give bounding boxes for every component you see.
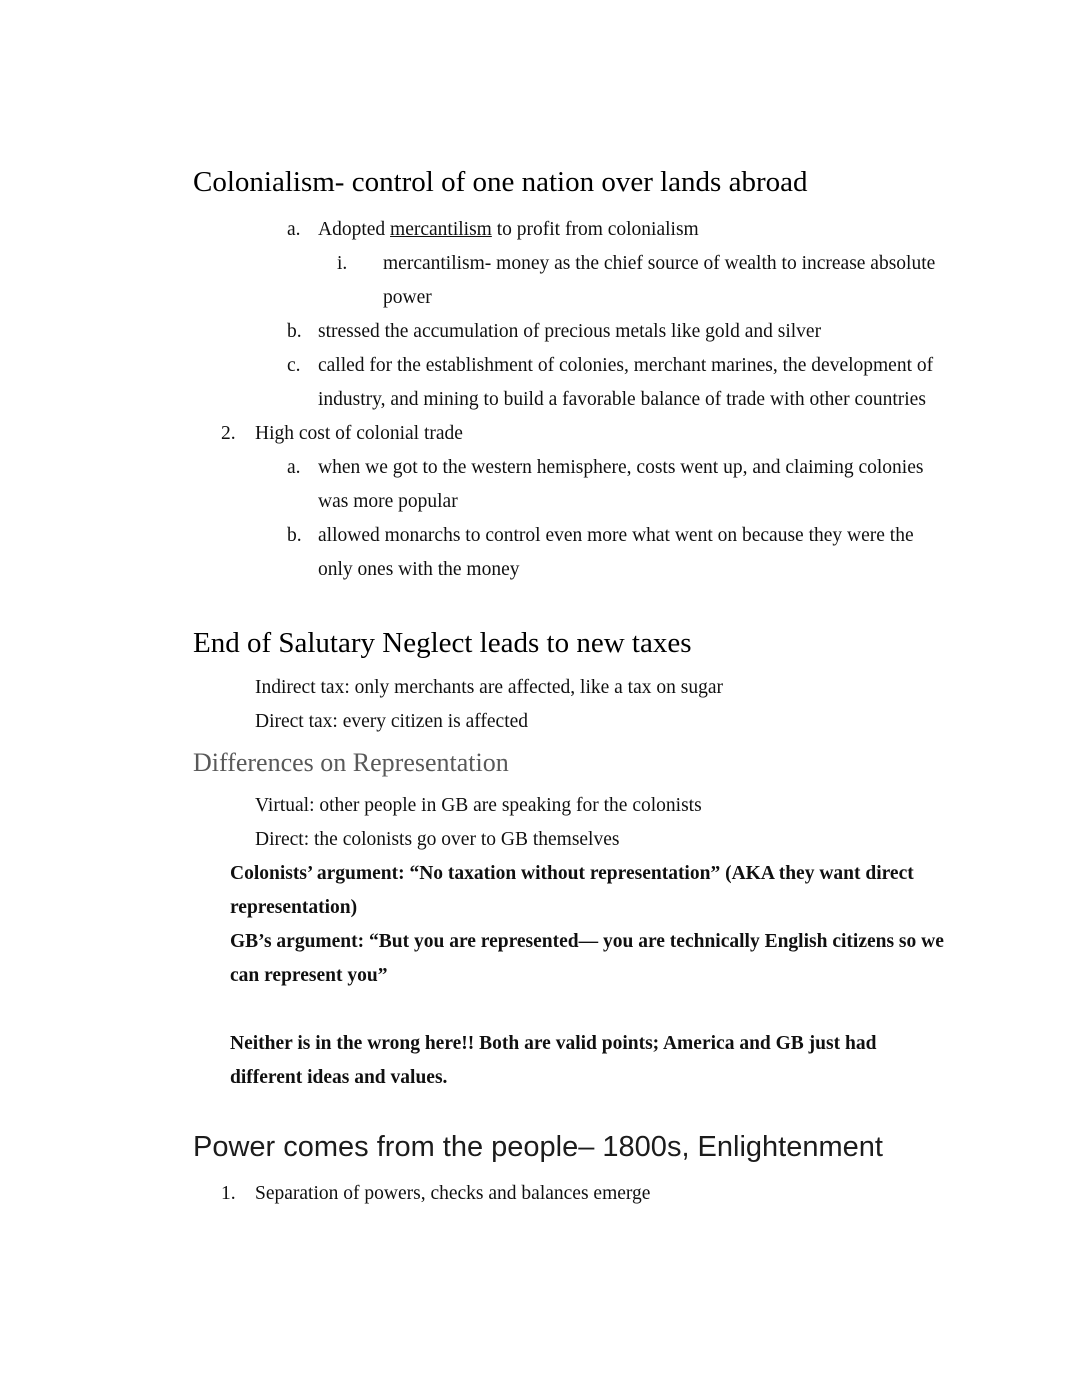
text-segment: Adopted: [318, 219, 391, 240]
paragraph-direct-representation: Direct: the colonists go over to GB themselves: [255, 829, 620, 850]
list-item-text: called for the establishment of colonies, merchant marines, the development of industry, and mining to build a favorable balance of trade with other countries: [318, 355, 934, 410]
list-item-mercantilism-definition: [337, 247, 952, 315]
paragraph-neither-wrong-note: Neither is in the wrong here!! Both are valid points; America and GB just had different ideas and values.: [230, 1033, 877, 1088]
list-marker: b.: [287, 525, 302, 546]
list-item-monarchs-control: [287, 519, 952, 587]
list-item-text: stressed the accumulation of precious metals like gold and silver: [318, 321, 822, 342]
list-item-text: mercantilism- money as the chief source of wealth to increase absolute power: [383, 253, 936, 308]
text-segment: to profit from colonialism: [491, 219, 699, 240]
subheading-differences-representation: Differences on Representation: [193, 748, 509, 777]
list-item-adopted-mercantilism: [287, 213, 952, 247]
blank-line: [193, 993, 952, 1027]
list-item-high-cost: [221, 417, 952, 451]
list-marker: c.: [287, 355, 301, 376]
underlined-term-mercantilism: mercantilism: [390, 219, 492, 240]
paragraph-virtual-representation: Virtual: other people in GB are speaking for the colonists: [255, 795, 702, 816]
paragraph-indirect-tax: Indirect tax: only merchants are affected, like a tax on sugar: [255, 677, 723, 698]
heading-power-from-people: Power comes from the people– 1800s, Enlightenment: [193, 1131, 883, 1163]
list-item-text: High cost of colonial trade: [255, 423, 463, 444]
list-item-text: Separation of powers, checks and balances emerge: [255, 1183, 651, 1204]
heading-salutary-neglect: End of Salutary Neglect leads to new taxes: [193, 627, 692, 659]
paragraph-direct-tax: Direct tax: every citizen is affected: [255, 711, 529, 732]
list-marker: b.: [287, 321, 302, 342]
list-marker: i.: [337, 253, 348, 274]
paragraph-gb-argument: GB’s argument: “But you are represented— you are technically English citizens so we can represent you”: [230, 931, 944, 986]
list-item-western-hemisphere: [287, 451, 952, 519]
list-item-text: [318, 213, 952, 247]
list-marker: a.: [287, 219, 301, 240]
paragraph-colonists-argument: Colonists’ argument: “No taxation without representation” (AKA they want direct representation): [230, 863, 914, 918]
list-item-separation-of-powers: [221, 1177, 952, 1211]
list-marker: 1.: [221, 1183, 236, 1204]
list-marker: a.: [287, 457, 301, 478]
list-marker: 2.: [221, 423, 236, 444]
list-item-establishment-colonies: [287, 349, 952, 417]
list-item-precious-metals: [287, 315, 952, 349]
heading-colonialism: Colonialism- control of one nation over lands abroad: [193, 166, 808, 198]
list-item-text: when we got to the western hemisphere, costs went up, and claiming colonies was more popular: [318, 457, 924, 512]
list-item-text: allowed monarchs to control even more what went on because they were the only ones with the money: [318, 525, 914, 580]
